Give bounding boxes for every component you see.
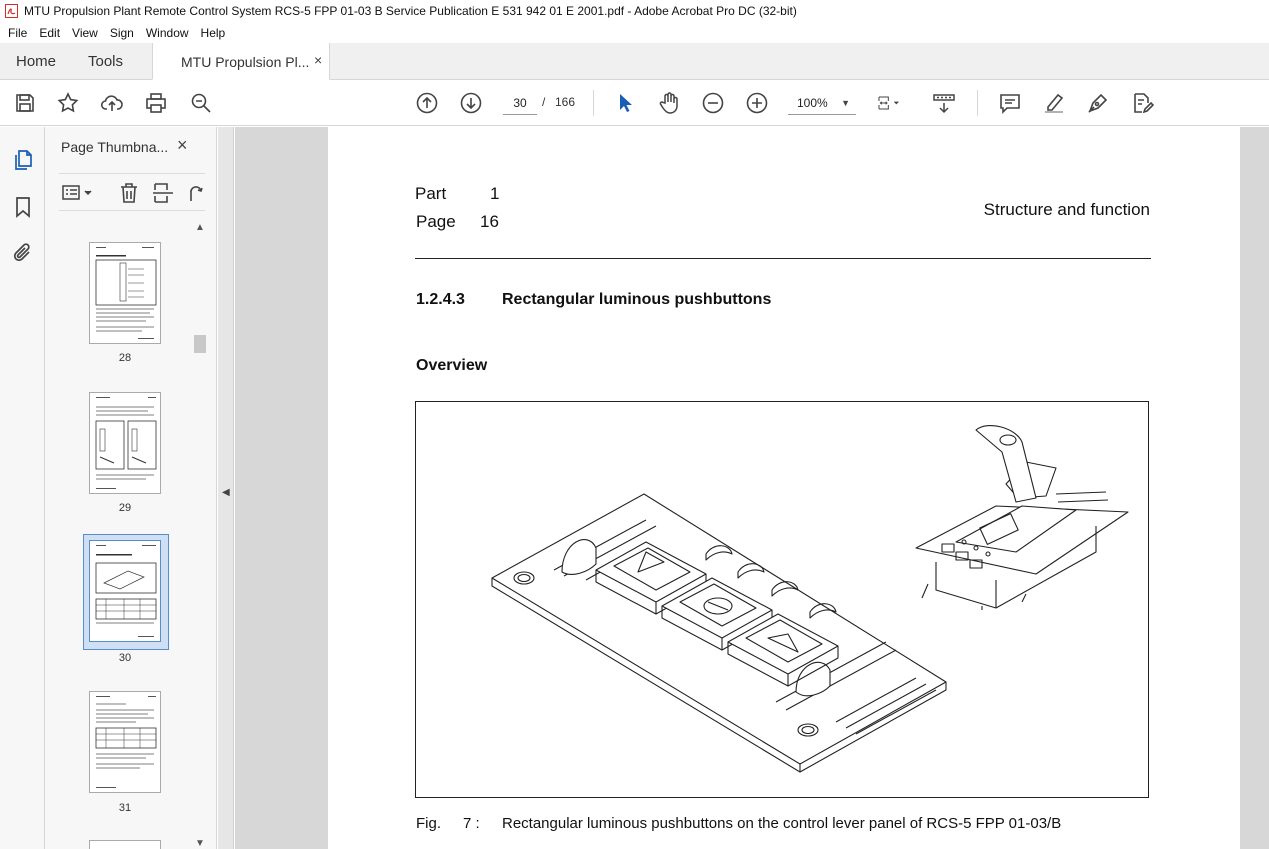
caption-fig-label: Fig.	[416, 815, 442, 832]
search-zoom-icon[interactable]	[189, 91, 213, 115]
header-rule	[415, 258, 1151, 259]
attachment-icon[interactable]	[11, 241, 35, 265]
fit-page-icon[interactable]	[877, 91, 913, 115]
delete-icon[interactable]	[117, 181, 141, 205]
pdf-page	[328, 127, 1240, 849]
page-down-icon[interactable]	[459, 91, 483, 115]
tab-tools[interactable]: Tools	[88, 53, 124, 70]
scroll-mode-icon[interactable]	[932, 91, 956, 115]
caption-text: Rectangular luminous pushbuttons on the control lever panel of RCS-5 FPP 01-03/B	[502, 815, 1062, 832]
thumbnail-label: 28	[118, 352, 132, 364]
comment-icon[interactable]	[998, 91, 1022, 115]
figure-pushbuttons-drawing	[415, 401, 1149, 798]
panel-collapse-handle[interactable]	[218, 127, 234, 849]
hand-icon[interactable]	[657, 91, 681, 115]
zoom-out-icon[interactable]	[701, 91, 725, 115]
toolbar-divider	[977, 90, 978, 116]
thumbnail-label: 31	[118, 802, 132, 814]
header-chapter-title: Structure and function	[983, 200, 1150, 219]
chevron-down-icon: ▼	[841, 98, 850, 108]
header-page-number: 16	[480, 212, 499, 231]
zoom-dropdown[interactable]	[788, 91, 856, 115]
upload-icon[interactable]	[100, 91, 124, 115]
options-menu-icon[interactable]	[61, 181, 95, 205]
save-icon[interactable]	[13, 91, 37, 115]
subheading-overview: Overview	[416, 357, 488, 374]
menu-sign[interactable]: Sign	[109, 25, 134, 40]
extract-pages-icon[interactable]	[151, 181, 175, 205]
thumbnail-page[interactable]	[89, 392, 161, 494]
menu-window[interactable]: Window	[145, 25, 189, 40]
tab-document-label: MTU Propulsion Pl...	[181, 54, 310, 70]
select-arrow-icon[interactable]	[613, 91, 637, 115]
header-part-number: 1	[490, 184, 500, 203]
highlight-icon[interactable]	[1042, 91, 1066, 115]
panel-toolbar	[59, 173, 205, 211]
page-total: 166	[555, 95, 576, 109]
menu-view[interactable]: View	[72, 25, 98, 40]
bookmark-icon[interactable]	[11, 195, 35, 219]
left-rail	[0, 127, 45, 849]
thumbnail-label: 30	[118, 652, 132, 664]
thumbnail-page-current[interactable]	[89, 540, 161, 642]
toolbar-divider	[593, 90, 594, 116]
thumbnail-page[interactable]	[89, 691, 161, 793]
tab-bar	[0, 43, 1269, 80]
tab-home[interactable]: Home	[16, 53, 57, 70]
thumbnail-page[interactable]	[89, 840, 161, 849]
caption-fig-number: 7 :	[463, 815, 480, 832]
page-number-input[interactable]: 30	[503, 91, 537, 115]
main-toolbar	[0, 80, 1269, 126]
close-icon[interactable]: ×	[177, 135, 188, 155]
thumbnail-panel	[45, 127, 217, 849]
menu-file[interactable]: File	[8, 25, 28, 40]
thumbnail-page[interactable]	[89, 242, 161, 344]
header-page-label: Page	[416, 212, 456, 231]
title-bar	[0, 0, 1269, 22]
scrollbar-thumb[interactable]	[194, 335, 206, 353]
rotate-icon[interactable]	[183, 181, 207, 205]
window-title: MTU Propulsion Plant Remote Control System RCS-5 FPP 01-03 B Service Publication E 531 942 01 E 2001.pdf - Adobe Acrobat Pro DC (32-bit)	[24, 4, 797, 18]
page-thumbnails-icon[interactable]	[11, 148, 35, 172]
sign-icon[interactable]	[1086, 91, 1110, 115]
zoom-value: 100%	[797, 96, 828, 110]
tab-document[interactable]	[152, 43, 330, 80]
collapse-arrow-icon: ◀	[222, 487, 230, 498]
star-icon[interactable]	[56, 91, 80, 115]
zoom-in-icon[interactable]	[745, 91, 769, 115]
header-part-label: Part	[415, 184, 447, 203]
section-title: Rectangular luminous pushbuttons	[502, 291, 772, 308]
page-up-icon[interactable]	[415, 91, 439, 115]
menu-bar	[0, 22, 1269, 43]
menu-help[interactable]: Help	[200, 25, 226, 40]
menu-edit[interactable]: Edit	[39, 25, 61, 40]
section-number: 1.2.4.3	[416, 291, 465, 308]
pdf-app-icon	[5, 4, 18, 18]
print-icon[interactable]	[144, 91, 168, 115]
thumbnail-scrollbar[interactable]	[193, 222, 207, 849]
chevron-up-icon[interactable]: ▲	[195, 222, 205, 233]
panel-title: Page Thumbna...	[61, 139, 169, 155]
page-separator: /	[542, 95, 546, 109]
chevron-down-icon[interactable]: ▼	[195, 838, 205, 849]
document-canvas[interactable]	[235, 127, 1269, 849]
edit-tools-icon[interactable]	[1130, 91, 1154, 115]
tab-close-icon[interactable]: ×	[314, 52, 323, 68]
thumbnail-label: 29	[118, 502, 132, 514]
